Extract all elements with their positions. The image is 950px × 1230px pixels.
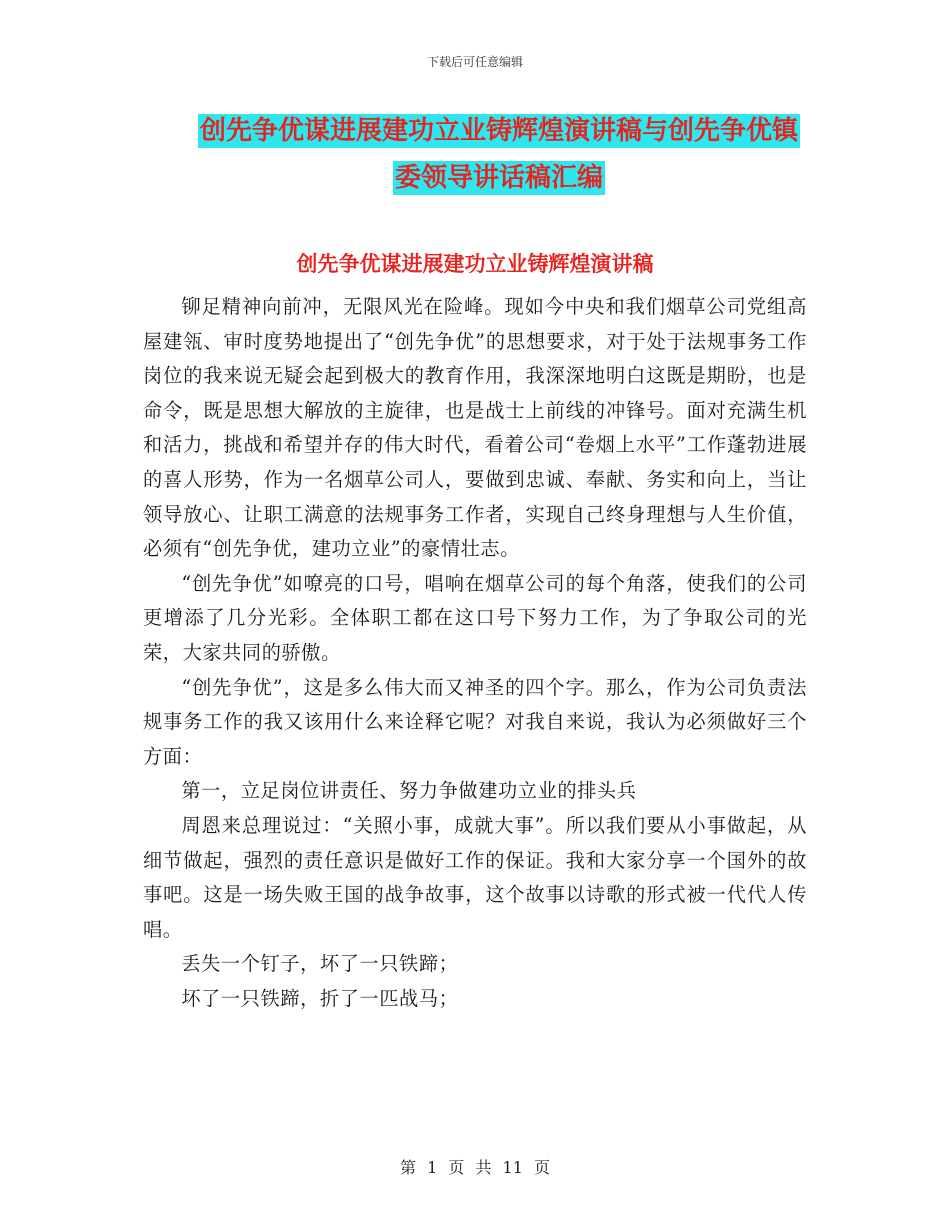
paragraph: “创先争优”如嘹亮的口号，唱响在烟草公司的每个角落，使我们的公司更增添了几分光彩。全体职工都在这口号下努力工作，为了争取公司的光荣，大家共同的骄傲。 bbox=[143, 571, 807, 664]
document-title bbox=[192, 108, 806, 202]
paragraph: 丢失一个钉子，坏了一只铁蹄； bbox=[181, 952, 459, 976]
page-footer: 第 1 页 共 11 页 bbox=[400, 1158, 550, 1177]
title-line-1: 创先争优谋进展建功立业铸辉煌演讲稿与创先争优镇 bbox=[199, 116, 798, 146]
title-line-2: 委领导讲话稿汇编 bbox=[394, 163, 603, 193]
section-title: 创先争优谋进展建功立业铸辉煌演讲稿 bbox=[296, 252, 654, 276]
paragraph: 周恩来总理说过：“关照小事，成就大事”。所以我们要从小事做起，从细节做起，强烈的责任意识是做好工作的保证。我和大家分享一个国外的故事吧。这是一场失败王国的战争故事，这个故事以诗歌的形式被一代代人传唱。 bbox=[143, 813, 807, 941]
paragraph: 坏了一只铁蹄，折了一匹战马； bbox=[181, 986, 459, 1010]
paragraph: “创先争优”，这是多么伟大而又神圣的四个字。那么，作为公司负责法规事务工作的我又该用什么来诠释它呢？对我自来说，我认为必须做好三个方面： bbox=[143, 675, 807, 768]
header-note: 下载后可任意编辑 bbox=[426, 55, 523, 69]
paragraph: 第一，立足岗位讲责任、努力争做建功立业的排头兵 bbox=[181, 779, 637, 803]
body-text bbox=[143, 290, 807, 1016]
paragraph: 铆足精神向前冲，无限风光在险峰。现如今中央和我们烟草公司党组高屋建瓴、审时度势地提出了“创先争优”的思想要求，对于处于法规事务工作岗位的我来说无疑会起到极大的教育作用，我深深地明白这既是期盼，也是命令，既是思想大解放的主旋律，也是战士上前线的冲锋号。面对充满生机和活力，挑战和希望并存的伟大时代，看着公司“卷烟上水平”工作蓬勃进展的喜人形势，作为一名烟草公司人，要做到忠诚、奉献、务实和向上，当让领导放心、让职工满意的法规事务工作者，实现自己终身理想与人生价值，必须有“创先争优，建功立业”的豪情壮志。 bbox=[143, 295, 807, 561]
